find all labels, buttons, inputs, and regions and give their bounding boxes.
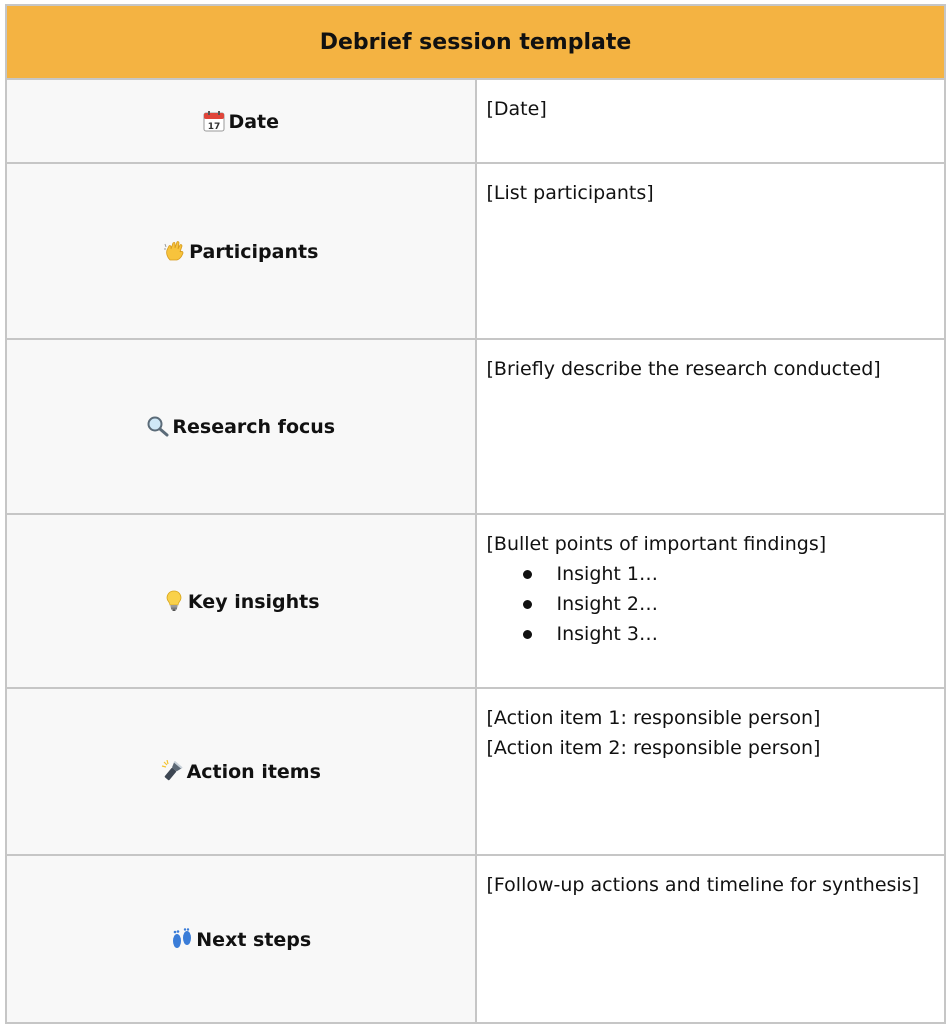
table-row — [6, 163, 945, 339]
row-label-text: Next steps — [196, 928, 312, 951]
magnifying-glass-icon — [146, 415, 170, 437]
content-line: [Action item 1: responsible person] — [486, 707, 821, 729]
row-label-key-insights[interactable] — [6, 514, 476, 688]
row-label-text: Participants — [189, 240, 319, 263]
table-row — [6, 79, 945, 163]
list-item: Insight 3… — [523, 619, 935, 649]
flashlight-icon — [161, 760, 185, 782]
table-row — [6, 688, 945, 855]
row-label-text: Key insights — [187, 590, 320, 613]
row-label-text: Date — [228, 110, 280, 133]
content-line: [Follow-up actions and timeline for synthesis] — [486, 874, 919, 896]
row-label-text: Research focus — [172, 416, 336, 438]
row-content-date[interactable] — [476, 79, 946, 163]
light-bulb-icon — [162, 590, 186, 612]
content-line: [Action item 2: responsible person] — [486, 737, 821, 759]
row-content-action-items[interactable] — [476, 688, 946, 855]
insights-list — [487, 559, 935, 649]
row-content-research-focus[interactable] — [476, 339, 946, 514]
row-content-next-steps[interactable] — [476, 855, 946, 1023]
table-row — [6, 855, 945, 1023]
waving-hand-icon — [163, 240, 187, 262]
header-row — [6, 5, 945, 79]
table-row — [6, 339, 945, 514]
row-label-research-focus[interactable] — [6, 339, 476, 514]
list-item: Insight 2… — [523, 589, 935, 619]
content-line: [Date] — [486, 98, 547, 120]
content-line: [Bullet points of important findings] — [486, 533, 827, 555]
row-label-text: Action items — [186, 761, 321, 783]
row-label-participants[interactable] — [6, 163, 476, 339]
calendar-icon — [202, 110, 226, 132]
row-label-date[interactable] — [6, 79, 476, 163]
row-label-action-items[interactable] — [6, 688, 476, 855]
list-item: Insight 1… — [523, 559, 935, 589]
row-label-next-steps[interactable] — [6, 855, 476, 1023]
content-line: [List participants] — [486, 182, 654, 204]
row-content-key-insights[interactable] — [476, 514, 946, 688]
footprints-icon — [170, 928, 194, 950]
table-title[interactable]: Debrief session template — [6, 5, 945, 79]
debrief-template-table — [5, 4, 946, 1024]
row-content-participants[interactable] — [476, 163, 946, 339]
svg-text:17: 17 — [208, 121, 221, 132]
content-line: [Briefly describe the research conducted] — [486, 358, 881, 380]
table-row — [6, 514, 945, 688]
